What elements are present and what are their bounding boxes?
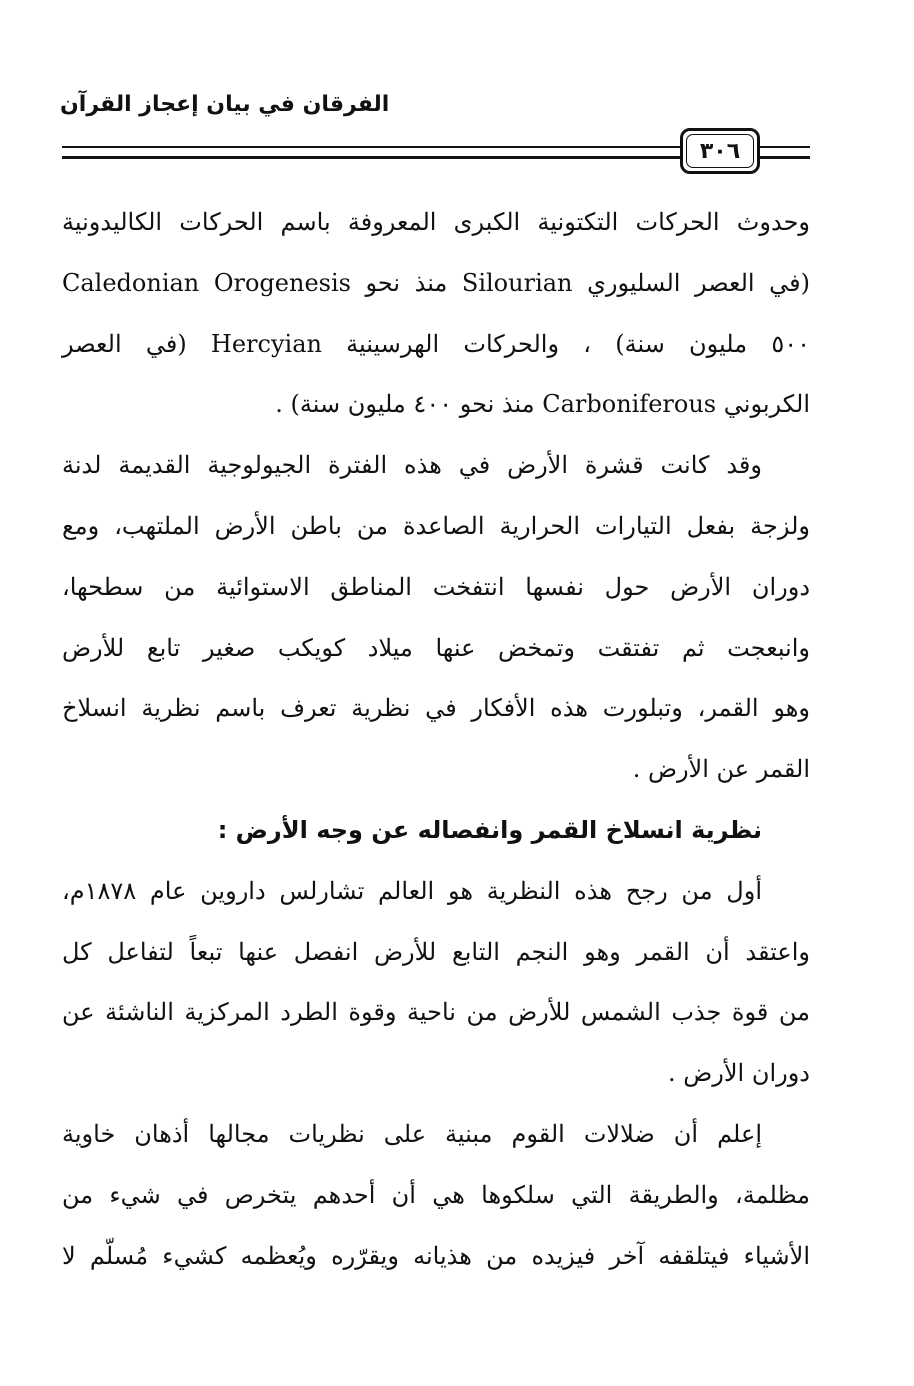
text-line: إعلم أن ضلالات القوم مبنية على نظريات مجالها أذهان خاوية xyxy=(62,1119,762,1148)
text-line: دوران الأرض حول نفسها انتفخت المناطق الاستوائية من سطحها، xyxy=(62,572,810,601)
text-line: مظلمة، والطريقة التي سلكوها هي أن أحدهم يتخرص في شيء من xyxy=(62,1180,810,1209)
text-line: وقد كانت قشرة الأرض في هذه الفترة الجيولوجية القديمة لدنة xyxy=(62,451,762,480)
text-line: (في العصر السليوري Silourian منذ نحو Caledonian Orogenesis xyxy=(62,268,810,297)
text-line: وهو القمر، وتبلورت هذه الأفكار في نظرية تعرف باسم نظرية انسلاخ xyxy=(62,694,810,723)
paragraph-1 xyxy=(62,192,810,435)
page-number: ٣٠٦ xyxy=(680,128,760,174)
body-text xyxy=(62,192,810,1286)
text-line: وانبعجت ثم تفتقت وتمخض عنها ميلاد كويكب صغير تابع للأرض xyxy=(62,633,810,662)
text-line: دوران الأرض . xyxy=(667,1059,810,1088)
paragraph-2 xyxy=(62,435,810,800)
text-line: القمر عن الأرض . xyxy=(632,755,810,784)
text-line: من قوة جذب الشمس للأرض من ناحية وقوة الطرد المركزية الناشئة عن xyxy=(62,998,810,1027)
text-line: أول من رجح هذه النظرية هو العالم تشارلس داروين عام ١٨٧٨م، xyxy=(62,876,762,905)
text-line: ولزجة بفعل التيارات الحرارية الصاعدة من باطن الأرض الملتهب، ومع xyxy=(62,511,810,540)
running-header-title: الفرقان في بيان إعجاز القرآن xyxy=(60,92,390,117)
section-heading: نظرية انسلاخ القمر وانفصاله عن وجه الأرض : xyxy=(217,815,762,844)
paragraph-3 xyxy=(62,861,810,1104)
text-line: الكربوني Carboniferous منذ نحو ٤٠٠ مليون سنة) . xyxy=(275,390,810,419)
paragraph-4 xyxy=(62,1104,810,1286)
text-line: ٥٠٠ مليون سنة) ، والحركات الهرسينية Hercyian (في العصر xyxy=(62,329,810,358)
text-line: وحدوث الحركات التكتونية الكبرى المعروفة باسم الحركات الكاليدونية xyxy=(62,208,810,236)
text-line: الأشياء فيتلقفه آخر فيزيده من هذيانه ويقرّره ويُعظمه كشيء مُسلّم لا xyxy=(62,1241,810,1270)
text-line: واعتقد أن القمر وهو النجم التابع للأرض انفصل عنها تبعاً لتفاعل كل xyxy=(62,937,810,966)
